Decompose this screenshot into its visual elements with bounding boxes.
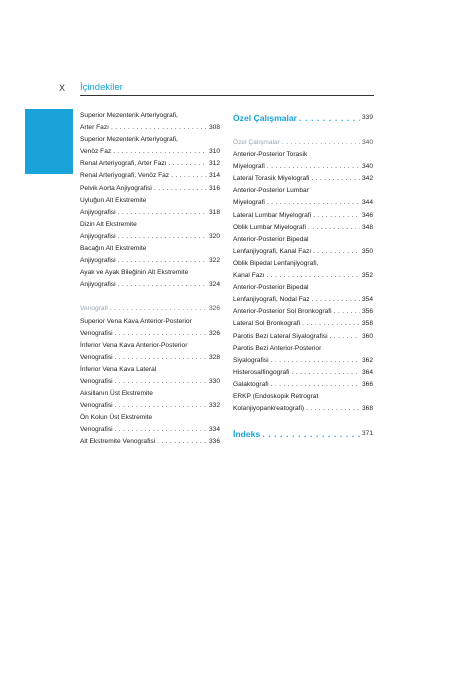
toc-entry bbox=[233, 355, 373, 367]
toc-entry-title: Özel Çalışmalar bbox=[233, 139, 280, 146]
toc-entry-title: Kolanjiyopankreatografi) bbox=[233, 405, 305, 413]
toc-entry bbox=[233, 197, 373, 209]
toc-entry bbox=[80, 207, 220, 219]
toc-entry bbox=[80, 170, 220, 182]
toc-leader-dots bbox=[282, 137, 360, 149]
toc-entry-page: 362 bbox=[361, 356, 373, 364]
toc-entry bbox=[80, 122, 220, 134]
toc-entry bbox=[80, 340, 220, 352]
toc-entry-page: 334 bbox=[208, 426, 220, 434]
section-gap bbox=[233, 415, 373, 427]
toc-entry bbox=[80, 424, 220, 436]
toc-entry bbox=[80, 303, 220, 315]
toc-entry-page: 308 bbox=[208, 124, 220, 132]
toc-leader-dots bbox=[111, 122, 207, 134]
toc-entry-page: 360 bbox=[361, 332, 373, 340]
toc-entry-title: Anjiyografisi bbox=[80, 257, 116, 265]
toc-leader-dots bbox=[118, 279, 207, 291]
toc-entry-page: 336 bbox=[208, 438, 220, 446]
toc-entry-page: 350 bbox=[361, 247, 373, 255]
page-number: X bbox=[59, 83, 66, 93]
toc-entry-title: Parotis Bezi Anterior-Posterior bbox=[233, 344, 322, 352]
toc-entry-page: 364 bbox=[361, 368, 373, 376]
toc-leader-dots bbox=[118, 207, 207, 219]
toc-entry-title: Anterior-Posterior Bipedal bbox=[233, 284, 309, 292]
toc-leader-dots bbox=[115, 424, 207, 436]
toc-entry-page: 348 bbox=[361, 223, 373, 231]
toc-leader-dots bbox=[267, 270, 360, 282]
toc-entry-title: Venografisi bbox=[80, 402, 113, 410]
toc-entry bbox=[233, 379, 373, 391]
toc-entry bbox=[80, 134, 220, 146]
toc-entry-title: Ayak ve Ayak Bileğinin Alt Ekstremite bbox=[80, 269, 189, 277]
toc-entry bbox=[233, 222, 373, 234]
toc-entry-page: 358 bbox=[361, 320, 373, 328]
toc-entry-title: Anterior-Posterior Torasik bbox=[233, 151, 308, 159]
toc-entry-page: 312 bbox=[208, 160, 220, 168]
toc-entry bbox=[80, 267, 220, 279]
toc-entry-page: 340 bbox=[361, 139, 373, 146]
toc-entry-title: Arter Fazı bbox=[80, 124, 109, 132]
toc-entry-title: Lenfanjiyografi, Kanal Fazı bbox=[233, 247, 312, 255]
toc-leader-dots bbox=[262, 427, 360, 441]
toc-entry-title: Renal Arteriyografi, Arter Fazı bbox=[80, 160, 167, 168]
toc-entry-page: 340 bbox=[361, 163, 373, 171]
toc-entry-title: Histerosalfingografi bbox=[233, 368, 290, 376]
toc-entry-page: 368 bbox=[361, 405, 373, 413]
toc-leader-dots bbox=[306, 403, 360, 415]
toc-entry-title: Anjiyografisi bbox=[80, 208, 116, 216]
toc-entry-page: 366 bbox=[361, 380, 373, 388]
toc-entry-title: Superior Vena Kava Anterior-Posterior bbox=[80, 317, 192, 325]
toc-leader-dots bbox=[118, 231, 207, 243]
toc-entry-title: Dizin Alt Ekstremite bbox=[80, 220, 137, 228]
toc-leader-dots bbox=[118, 255, 207, 267]
toc-leader-dots bbox=[154, 183, 207, 195]
toc-entry bbox=[80, 219, 220, 231]
toc-entry bbox=[233, 331, 373, 343]
toc-leader-dots bbox=[299, 111, 360, 125]
toc-entry bbox=[233, 161, 373, 173]
toc-entry-title: Oblik Bipedal Lenfanjiyografi, bbox=[233, 259, 319, 267]
toc-leader-dots bbox=[313, 246, 360, 258]
toc-leader-dots bbox=[115, 400, 207, 412]
header-rule bbox=[80, 95, 374, 96]
toc-entry bbox=[233, 343, 373, 355]
toc-entry bbox=[233, 306, 373, 318]
toc-entry-title: Lateral Lumbar Miyelografi bbox=[233, 211, 312, 219]
toc-leader-dots bbox=[302, 318, 360, 330]
toc-entry-title: Miyelografi bbox=[233, 163, 265, 171]
toc-entry bbox=[80, 316, 220, 328]
toc-entry bbox=[80, 231, 220, 243]
toc-entry-title: Venografisi bbox=[80, 329, 113, 337]
toc-leader-dots bbox=[271, 355, 360, 367]
toc-entry-title: Galaktografi bbox=[233, 380, 269, 388]
toc-entry-title: ERKP (Endoskopik Retrograt bbox=[233, 392, 319, 400]
toc-entry bbox=[80, 388, 220, 400]
toc-entry-page: 314 bbox=[208, 172, 220, 180]
toc-leader-dots bbox=[271, 379, 360, 391]
toc-entry bbox=[80, 195, 220, 207]
toc-entry-page: 371 bbox=[361, 430, 373, 438]
toc-entry-page: 324 bbox=[208, 281, 220, 289]
toc-entry-title: İnferior Vena Kava Anterior-Posterior bbox=[80, 341, 188, 349]
toc-entry bbox=[80, 255, 220, 267]
toc-entry-title: Bacağın Alt Ekstremite bbox=[80, 245, 147, 253]
toc-entry-title: Alt Ekstremite Venografisi bbox=[80, 438, 156, 446]
toc-entry bbox=[233, 391, 373, 403]
toc-entry-title: Anterior-Posterior Sol Bronkografi bbox=[233, 308, 332, 316]
toc-leader-dots bbox=[115, 376, 207, 388]
toc-left-column bbox=[80, 110, 220, 449]
toc-entry bbox=[233, 185, 373, 197]
toc-entry bbox=[233, 258, 373, 270]
toc-leader-dots bbox=[330, 331, 360, 343]
toc-entry-title: Miyelografi bbox=[233, 199, 265, 207]
toc-entry bbox=[233, 367, 373, 379]
toc-entry-title: Lateral Sol Bronkografi bbox=[233, 320, 301, 328]
toc-entry bbox=[233, 173, 373, 185]
toc-entry-page: 320 bbox=[208, 232, 220, 240]
toc-entry-title: Lenfanjiyografi, Nodal Faz bbox=[233, 296, 310, 304]
toc-entry-title: Venografisi bbox=[80, 377, 113, 385]
toc-entry bbox=[80, 243, 220, 255]
toc-entry bbox=[233, 282, 373, 294]
toc-entry-title: Venografisi bbox=[80, 426, 113, 434]
toc-leader-dots bbox=[267, 161, 360, 173]
toc-leader-dots bbox=[312, 294, 360, 306]
toc-entry-page: 326 bbox=[208, 329, 220, 337]
toc-leader-dots bbox=[291, 367, 360, 379]
toc-entry bbox=[80, 400, 220, 412]
toc-entry-page: 332 bbox=[208, 402, 220, 410]
toc-entry bbox=[80, 110, 220, 122]
toc-entry-page: 352 bbox=[361, 272, 373, 280]
toc-entry bbox=[233, 246, 373, 258]
toc-entry bbox=[80, 158, 220, 170]
toc-entry bbox=[80, 436, 220, 448]
toc-entry bbox=[233, 234, 373, 246]
toc-leader-dots bbox=[334, 306, 360, 318]
toc-entry bbox=[233, 403, 373, 415]
section-gap bbox=[80, 291, 220, 303]
toc-entry-page: 356 bbox=[361, 308, 373, 316]
toc-entry-page: 310 bbox=[208, 148, 220, 156]
toc-entry-title: Kanal Fazı bbox=[233, 272, 265, 280]
toc-entry-title: Superior Mezenterik Arteriyografi, bbox=[80, 136, 178, 144]
toc-leader-dots bbox=[168, 158, 207, 170]
toc-entry-page: 330 bbox=[208, 377, 220, 385]
toc-entry-title: Uyluğun Alt Ekstremite bbox=[80, 196, 147, 204]
toc-entry bbox=[80, 328, 220, 340]
toc-entry bbox=[80, 279, 220, 291]
toc-entry-title: Venografi bbox=[80, 305, 108, 313]
section-gap bbox=[233, 125, 373, 137]
toc-entry-page: 344 bbox=[361, 199, 373, 207]
toc-leader-dots bbox=[157, 436, 207, 448]
toc-title: İçindekiler bbox=[80, 82, 123, 93]
toc-entry bbox=[233, 149, 373, 161]
toc-entry-title: Anterior-Posterior Bipedal bbox=[233, 235, 309, 243]
toc-entry-page: 346 bbox=[361, 211, 373, 219]
chapter-tab bbox=[25, 109, 73, 174]
toc-entry bbox=[233, 294, 373, 306]
toc-entry-title: Venografisi bbox=[80, 353, 113, 361]
toc-leader-dots bbox=[311, 173, 360, 185]
toc-entry-title: İndeks bbox=[233, 429, 261, 440]
toc-entry bbox=[80, 412, 220, 424]
toc-leader-dots bbox=[115, 328, 207, 340]
toc-leader-dots bbox=[171, 170, 207, 182]
toc-entry-title: Lateral Torasik Miyelografi bbox=[233, 175, 310, 183]
toc-section-heading bbox=[233, 427, 373, 441]
toc-entry-title: Venöz Faz bbox=[80, 148, 112, 156]
toc-entry-page: 339 bbox=[361, 114, 373, 121]
toc-entry bbox=[80, 146, 220, 158]
toc-entry-page: 316 bbox=[208, 184, 220, 192]
toc-leader-dots bbox=[113, 146, 207, 158]
toc-entry bbox=[233, 318, 373, 330]
toc-entry-title: İnferior Vena Kava Lateral bbox=[80, 365, 157, 373]
toc-leader-dots bbox=[267, 197, 360, 209]
toc-entry-title: Ön Kolun Üst Ekstremite bbox=[80, 414, 153, 422]
toc-entry bbox=[233, 210, 373, 222]
toc-entry-title: Renal Arteriyografi, Venöz Faz bbox=[80, 172, 170, 180]
toc-entry-page: 342 bbox=[361, 175, 373, 183]
toc-entry-title: Özel Çalışmalar bbox=[233, 113, 298, 123]
toc-entry-page: 328 bbox=[208, 353, 220, 361]
toc-entry-title: Parotis Bezi Lateral Siyalografisi bbox=[233, 332, 328, 340]
toc-leader-dots bbox=[115, 352, 207, 364]
toc-entry-title: Aksillanın Üst Ekstremite bbox=[80, 390, 153, 398]
toc-entry bbox=[233, 270, 373, 282]
toc-entry-title: Anjiyografisi bbox=[80, 281, 116, 289]
toc-leader-dots bbox=[308, 222, 360, 234]
toc-entry-title: Oblik Lumbar Miyelografi bbox=[233, 223, 306, 231]
toc-right-column bbox=[233, 111, 373, 441]
toc-entry bbox=[233, 137, 373, 149]
toc-leader-dots bbox=[110, 303, 207, 315]
toc-leader-dots bbox=[313, 210, 360, 222]
toc-entry-title: Anjiyografisi bbox=[80, 232, 116, 240]
toc-entry-page: 318 bbox=[208, 208, 220, 216]
toc-entry bbox=[80, 376, 220, 388]
toc-entry bbox=[80, 364, 220, 376]
toc-section-heading bbox=[233, 111, 373, 125]
toc-entry bbox=[80, 352, 220, 364]
toc-entry-page: 326 bbox=[208, 305, 220, 313]
toc-entry-title: Superior Mezenterik Arteriyografi, bbox=[80, 112, 178, 119]
toc-entry-page: 322 bbox=[208, 257, 220, 265]
toc-entry-title: Pelvik Aorta Anjiyografisi bbox=[80, 184, 152, 192]
toc-entry-title: Anterior-Posterior Lumbar bbox=[233, 187, 309, 195]
toc-entry-title: Siyalografisi bbox=[233, 356, 269, 364]
toc-entry bbox=[80, 183, 220, 195]
toc-entry-page: 354 bbox=[361, 296, 373, 304]
